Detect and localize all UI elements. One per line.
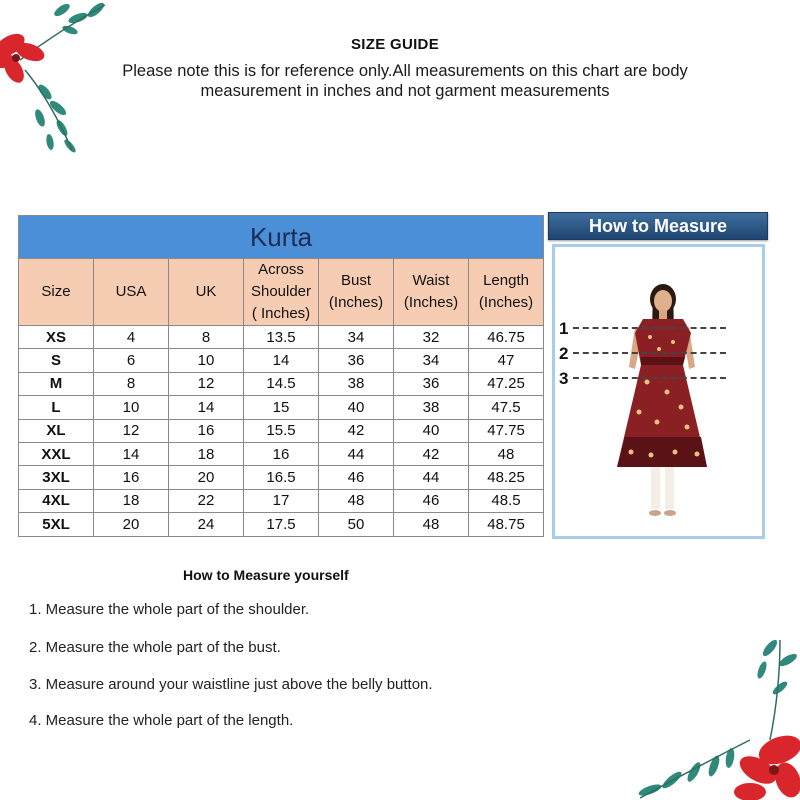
measure-marker-1: 1 — [559, 319, 569, 338]
table-cell: 47.75 — [469, 419, 544, 442]
table-cell: 48 — [469, 442, 544, 465]
table-cell: 16 — [169, 419, 244, 442]
col-header-size: Size — [19, 259, 94, 326]
table-row — [19, 419, 544, 442]
table-cell: 36 — [319, 349, 394, 372]
note-line-2: measurement in inches and not garment measurements — [200, 82, 610, 100]
table-cell: 10 — [94, 396, 169, 419]
table-body — [19, 326, 544, 537]
table-cell: 46 — [394, 489, 469, 512]
table-row — [19, 372, 544, 395]
instruction-step-4: 4. Measure the whole part of the length. — [29, 712, 294, 729]
instruction-step-2: 2. Measure the whole part of the bust. — [29, 639, 281, 656]
table-cell: 46.75 — [469, 326, 544, 349]
table-cell: 42 — [319, 419, 394, 442]
table-cell: 16.5 — [244, 466, 319, 489]
table-cell: 13.5 — [244, 326, 319, 349]
col-header-bust: Bust (Inches) — [319, 259, 394, 326]
col-header-waist: Waist (Inches) — [394, 259, 469, 326]
shoulder-guide-line — [573, 327, 726, 329]
table-cell: 47.5 — [469, 396, 544, 419]
model-figure-illustration — [555, 247, 762, 536]
floral-decoration-bottom-right — [630, 630, 800, 800]
size-cell: 3XL — [19, 466, 94, 489]
size-cell: M — [19, 372, 94, 395]
table-cell: 44 — [319, 442, 394, 465]
table-cell: 22 — [169, 489, 244, 512]
measure-marker-3: 3 — [559, 369, 569, 388]
size-cell: 5XL — [19, 513, 94, 536]
table-cell: 15 — [244, 396, 319, 419]
table-cell: 40 — [394, 419, 469, 442]
table-cell: 48.25 — [469, 466, 544, 489]
table-cell: 36 — [394, 372, 469, 395]
table-cell: 14 — [244, 349, 319, 372]
size-cell: XL — [19, 419, 94, 442]
table-cell: 8 — [169, 326, 244, 349]
table-cell: 48 — [394, 513, 469, 536]
table-cell: 48 — [319, 489, 394, 512]
measure-marker-2: 2 — [559, 344, 569, 363]
table-cell: 48.5 — [469, 489, 544, 512]
table-cell: 44 — [394, 466, 469, 489]
col-header-usa: USA — [94, 259, 169, 326]
table-cell: 50 — [319, 513, 394, 536]
size-cell: L — [19, 396, 94, 419]
table-cell: 16 — [94, 466, 169, 489]
table-cell: 34 — [319, 326, 394, 349]
table-row — [19, 513, 544, 536]
table-header-row — [19, 259, 544, 326]
size-cell: S — [19, 349, 94, 372]
size-cell: XS — [19, 326, 94, 349]
how-to-measure-heading: How to Measure — [548, 212, 768, 240]
instructions-title: How to Measure yourself — [183, 567, 349, 583]
table-cell: 40 — [319, 396, 394, 419]
table-cell: 12 — [169, 372, 244, 395]
table-cell: 16 — [244, 442, 319, 465]
table-cell: 48.75 — [469, 513, 544, 536]
table-cell: 17 — [244, 489, 319, 512]
col-header-length: Length (Inches) — [469, 259, 544, 326]
table-row — [19, 326, 544, 349]
note-line-1: Please note this is for reference only.All measurements on this chart are body — [122, 62, 688, 80]
table-cell: 47.25 — [469, 372, 544, 395]
table-row — [19, 442, 544, 465]
table-cell: 46 — [319, 466, 394, 489]
instruction-step-1: 1. Measure the whole part of the shoulder. — [29, 601, 310, 618]
disclaimer-note — [60, 61, 750, 101]
table-cell: 14 — [94, 442, 169, 465]
table-cell: 14 — [169, 396, 244, 419]
table-cell: 12 — [94, 419, 169, 442]
table-cell: 20 — [169, 466, 244, 489]
instruction-step-3: 3. Measure around your waistline just above the belly button. — [29, 676, 433, 693]
table-cell: 24 — [169, 513, 244, 536]
col-header-shoulder: Across Shoulder ( Inches) — [244, 259, 319, 326]
table-row — [19, 349, 544, 372]
table-cell: 47 — [469, 349, 544, 372]
table-cell: 6 — [94, 349, 169, 372]
col-header-uk: UK — [169, 259, 244, 326]
table-row — [19, 489, 544, 512]
size-cell: 4XL — [19, 489, 94, 512]
table-cell: 15.5 — [244, 419, 319, 442]
table-cell: 32 — [394, 326, 469, 349]
table-cell: 34 — [394, 349, 469, 372]
table-row — [19, 396, 544, 419]
table-cell: 17.5 — [244, 513, 319, 536]
page-title: SIZE GUIDE — [350, 36, 439, 53]
table-banner: Kurta — [19, 216, 544, 259]
size-cell: XXL — [19, 442, 94, 465]
table-cell: 42 — [394, 442, 469, 465]
table-cell: 14.5 — [244, 372, 319, 395]
size-chart-table — [18, 215, 544, 537]
table-cell: 38 — [319, 372, 394, 395]
table-cell: 18 — [94, 489, 169, 512]
waist-guide-line — [573, 377, 726, 379]
table-cell: 18 — [169, 442, 244, 465]
table-row — [19, 466, 544, 489]
bust-guide-line — [573, 352, 726, 354]
measurement-illustration — [552, 244, 765, 539]
table-cell: 4 — [94, 326, 169, 349]
table-cell: 20 — [94, 513, 169, 536]
table-cell: 10 — [169, 349, 244, 372]
table-cell: 38 — [394, 396, 469, 419]
table-cell: 8 — [94, 372, 169, 395]
